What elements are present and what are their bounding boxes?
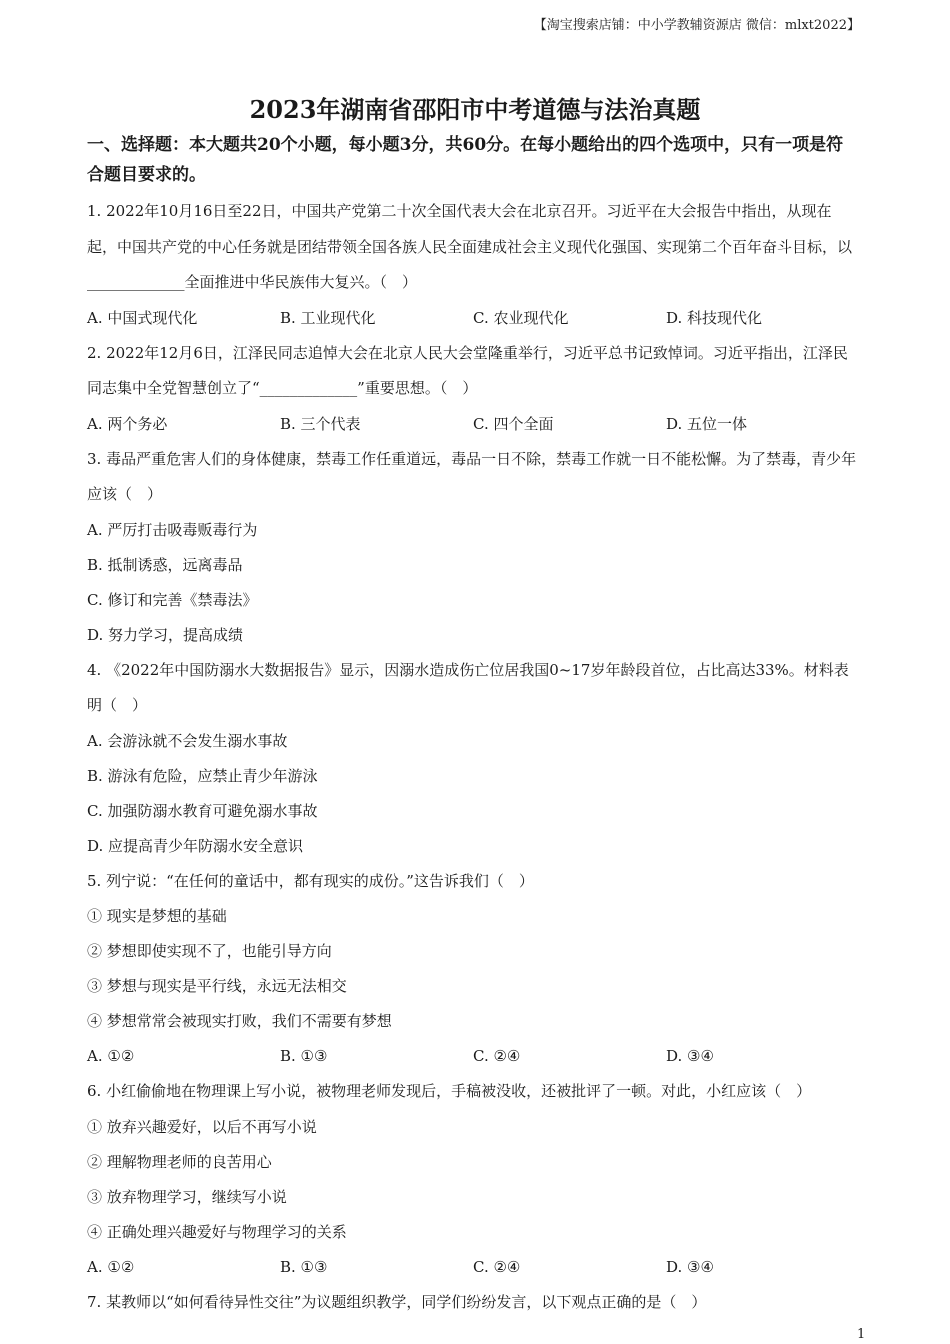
option-c: C. 四个全面 [473,414,554,433]
question-7 [87,1285,859,1321]
option-b: B. 工业现代化 [280,308,376,327]
option-c: C. ②④ [473,1257,521,1276]
option-b: B. ①③ [280,1257,328,1276]
option-d: D. 应提高青少年防溺水安全意识 [87,836,304,855]
question-stem: 6. 小红偷偷地在物理课上写小说，被物理老师发现后，手稿被没收，还被批评了一顿。对此，小红应该（ ） [87,1082,812,1100]
question-2 [87,336,859,442]
page-number: 1 [857,1327,866,1342]
option-d: D. ③④ [666,1047,714,1065]
option-a: A. 会游泳就不会发生溺水事故 [87,731,288,750]
option-a: A. ①② [87,1257,135,1276]
option-d: D. ③④ [666,1257,714,1276]
options [87,301,859,336]
question-6 [87,1074,859,1285]
options [87,1250,859,1285]
option-c: C. 修订和完善《禁毒法》 [87,590,258,609]
statement: ④ 梦想常常会被现实打败，我们不需要有梦想 [87,1012,392,1030]
question-stem: 7. 某教师以“如何看待异性交往”为议题组织教学，同学们纷纷发言，以下观点正确的是（ ） [87,1292,707,1311]
options [87,407,859,442]
option-a: A. 两个务必 [87,414,168,433]
question-4 [87,653,859,864]
options [87,513,859,653]
section-heading: 一、选择题：本大题共20个小题，每小题3分，共60分。在每小题给出的四个选项中，只有一项是符合题目要求的。 [87,135,844,185]
statement: ③ 梦想与现实是平行线，永远无法相交 [87,977,347,995]
option-a: A. 中国式现代化 [87,308,198,327]
option-c: C. 加强防溺水教育可避免溺水事故 [87,801,318,820]
statement: ④ 正确处理兴趣爱好与物理学习的关系 [87,1222,347,1241]
question-3 [87,442,859,653]
question-stem: 3. 毒品严重危害人们的身体健康，禁毒工作任重道远，毒品一日不除，禁毒工作就一日不能松懈。为了禁毒，青少年应该（ ） [87,449,857,503]
statement: ① 放弃兴趣爱好，以后不再写小说 [87,1117,317,1136]
option-b: B. ①③ [280,1047,328,1065]
question-stem: 4. 《2022年中国防溺水大数据报告》显示，因溺水造成伤亡位居我国0~17岁年龄段首位，占比高达33%。材料表明（ ） [87,660,849,714]
statement: ② 理解物理老师的良苦用心 [87,1152,272,1171]
option-a: A. ①② [87,1047,135,1065]
header-note: 【淘宝搜索店铺：中小学教辅资源店 微信：mlxt2022】 [533,18,860,33]
document-title: 2023年湖南省邵阳市中考道德与法治真题 [249,95,701,124]
statement: ③ 放弃物理学习，继续写小说 [87,1187,287,1206]
option-b: B. 抵制诱惑，远离毒品 [87,555,243,574]
document-body [87,130,859,1320]
options [87,1039,859,1074]
option-a: A. 严厉打击吸毒贩毒行为 [87,520,258,539]
statement: ② 梦想即使实现不了，也能引导方向 [87,942,332,960]
option-c: C. 农业现代化 [473,308,569,327]
question-5 [87,864,859,1075]
options [87,724,859,864]
option-d: D. 科技现代化 [666,308,763,327]
option-b: B. 游泳有危险，应禁止青少年游泳 [87,766,318,785]
option-c: C. ②④ [473,1047,521,1065]
question-stem: 1. 2022年10月16日至22日，中国共产党第二十次全国代表大会在北京召开。习近平在大会报告中指出，从现在起，中国共产党的中心任务就是团结带领全国各族人民全面建成社会主义现代化强国、实现第二个百年奋斗目标，以_____________全面推进中华民族伟大复兴。（ ） [87,202,853,291]
option-d: D. 努力学习，提高成绩 [87,625,244,644]
option-d: D. 五位一体 [666,414,748,433]
question-1 [87,194,859,336]
question-stem: 2. 2022年12月6日，江泽民同志追悼大会在北京人民大会堂隆重举行，习近平总书记致悼词。习近平指出，江泽民同志集中全党智慧创立了“_____________”重要思想。（ ） [87,343,848,397]
question-stem: 5. 列宁说：“在任何的童话中，都有现实的成份。”这告诉我们（ ） [87,871,534,890]
option-b: B. 三个代表 [280,414,361,433]
statement: ① 现实是梦想的基础 [87,907,227,925]
